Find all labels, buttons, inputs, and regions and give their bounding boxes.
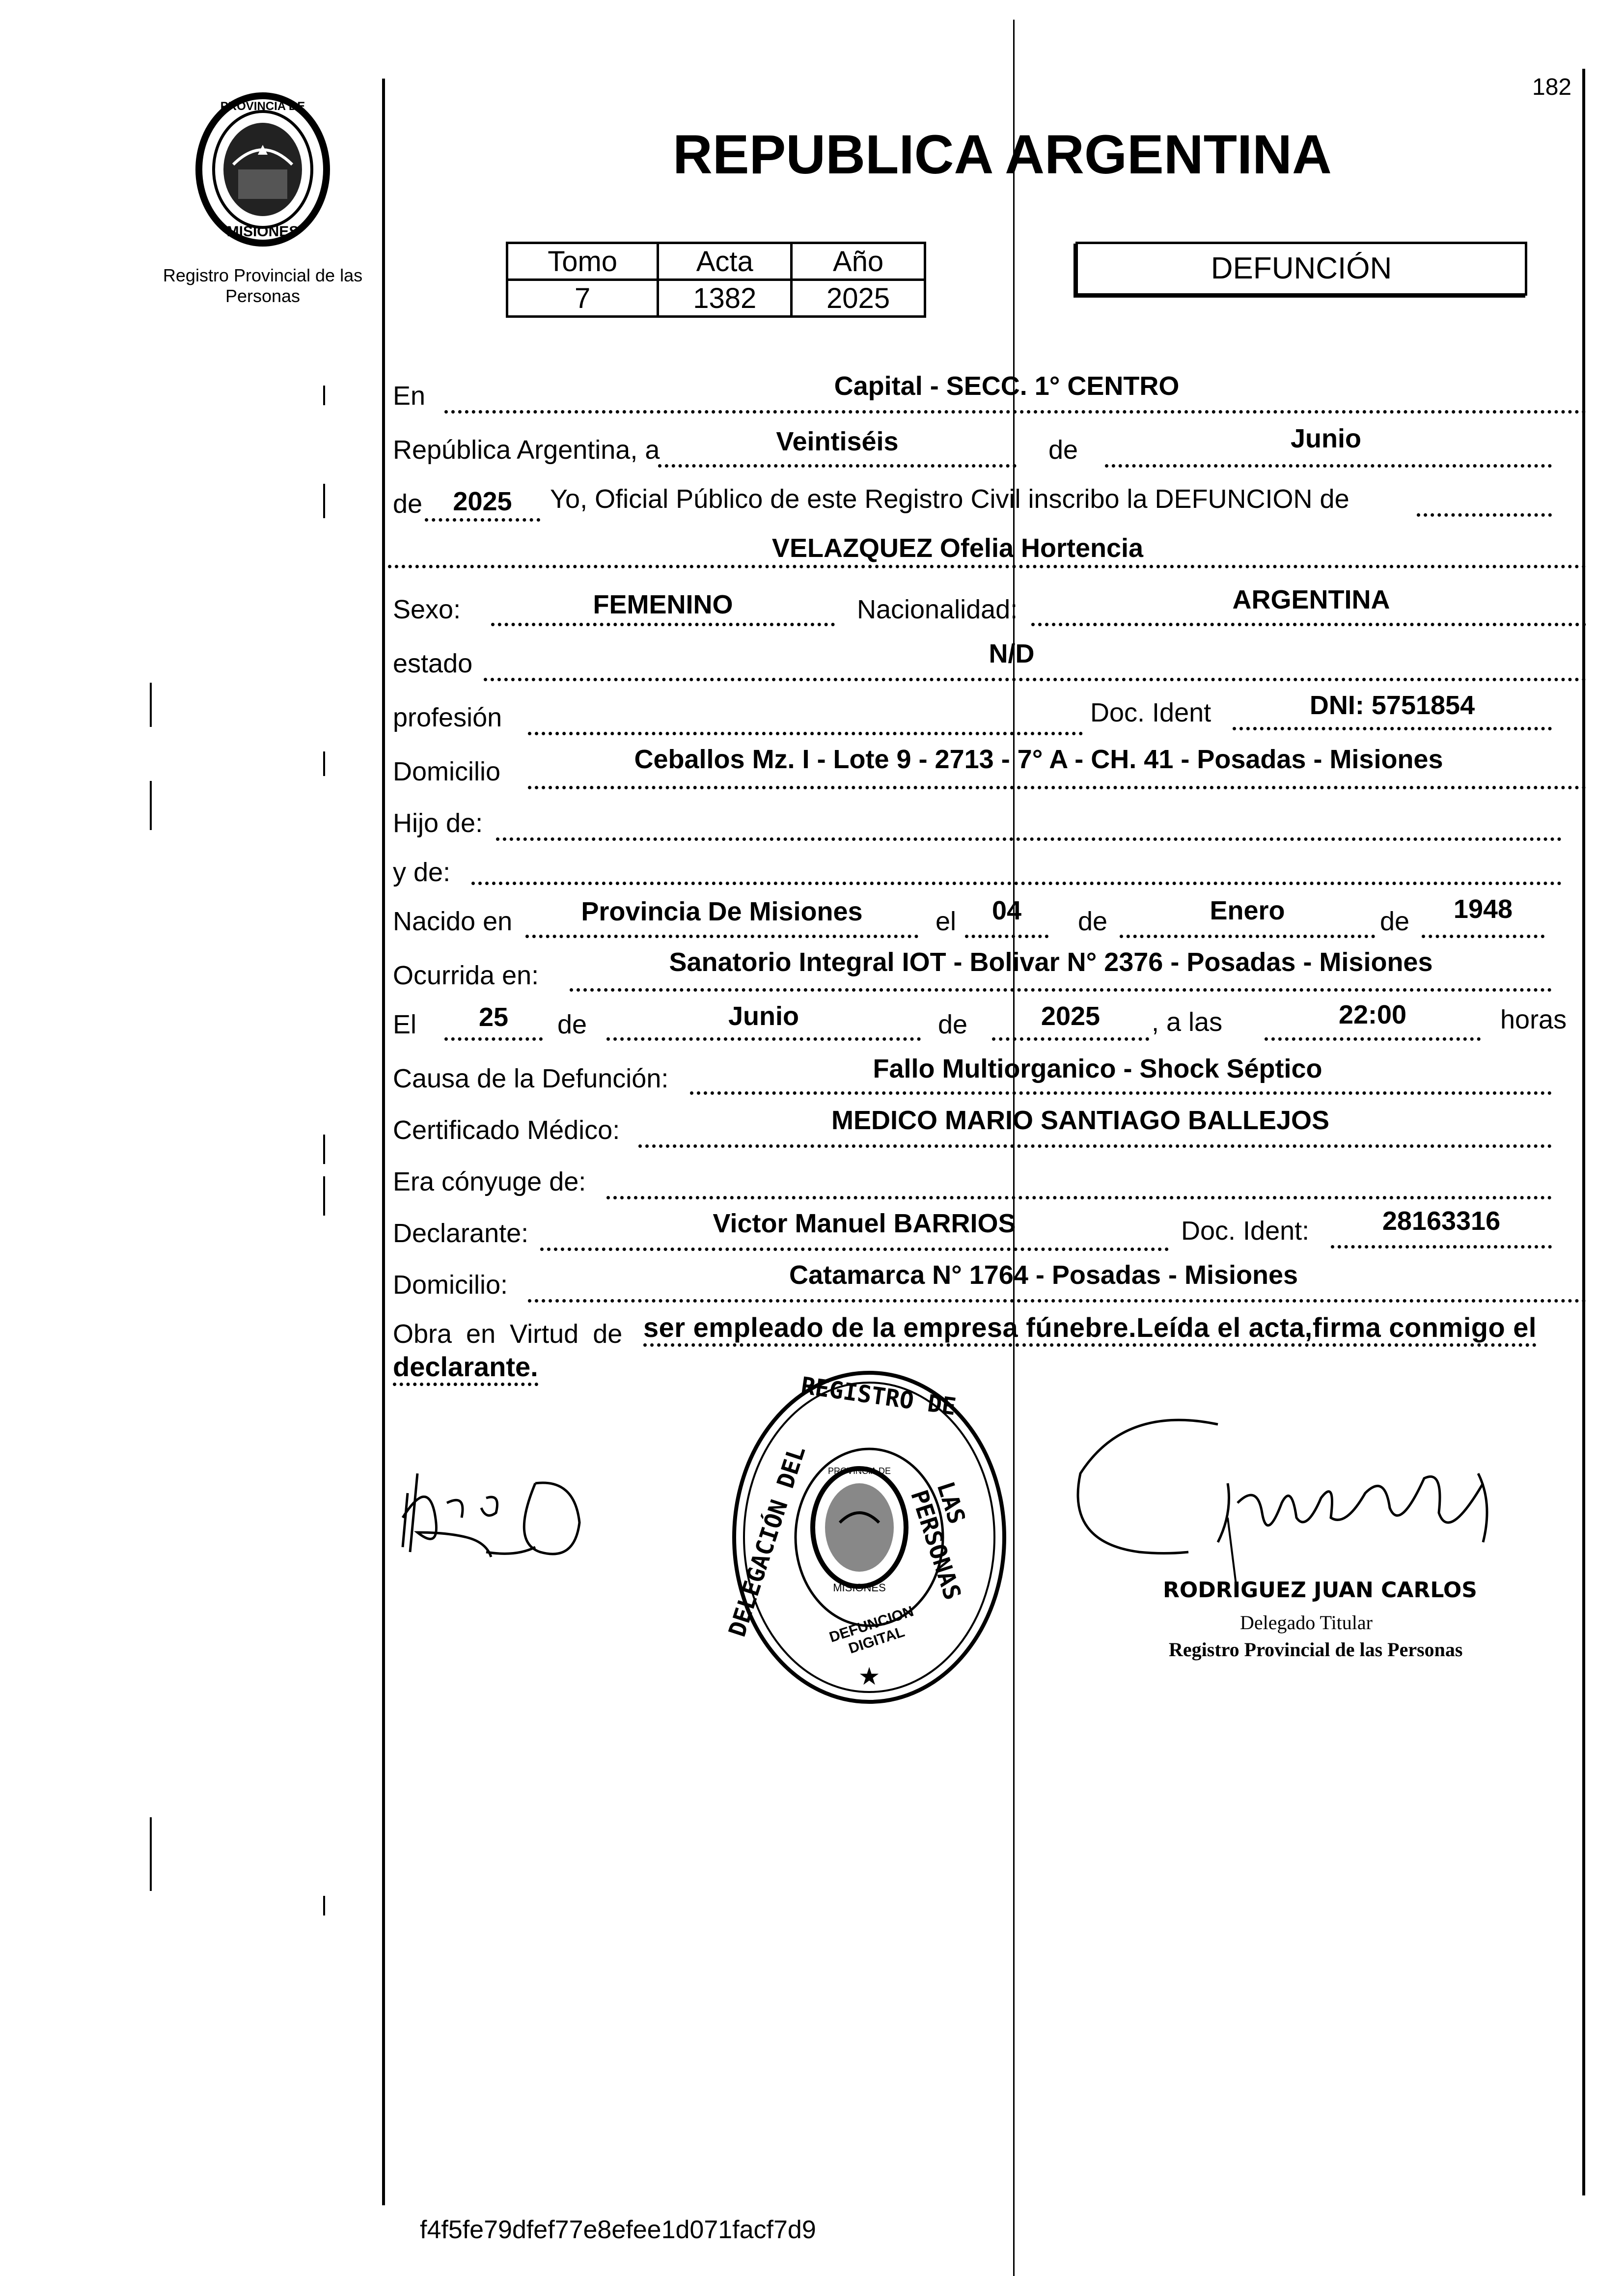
doc-ident2-line (1331, 1245, 1552, 1249)
obra-value-line2: declarante. (393, 1351, 538, 1386)
nacido-value: Provincia De Misiones (581, 897, 863, 926)
margin-mark (323, 386, 325, 405)
month-value: Junio (1291, 424, 1361, 453)
declarante-label: Declarante: (393, 1219, 529, 1248)
birth-year: 1948 (1453, 894, 1513, 924)
domicilio-label: Domicilio (393, 757, 501, 786)
ocurrida-label: Ocurrida en: (393, 961, 539, 990)
center-fold-line (1013, 20, 1015, 2276)
seal-ring-left: DELEGACIÓN DEL (723, 1442, 811, 1640)
nacido-label: Nacido en (393, 907, 513, 936)
de-label-2: de (393, 489, 423, 519)
causa-line (690, 1091, 1552, 1095)
right-frame-line (1582, 69, 1585, 2195)
seal-emblem-bottom: MISIONES (833, 1582, 886, 1594)
day-value: Veintiséis (776, 427, 899, 456)
birth-day-line (965, 935, 1048, 938)
certificado-label: Certificado Médico: (393, 1115, 620, 1145)
death-day-line (444, 1037, 543, 1041)
de-label-3: de (1078, 907, 1108, 936)
declarante-line (540, 1248, 1169, 1251)
margin-mark (150, 683, 152, 727)
death-month: Junio (728, 1001, 799, 1031)
certificado-line (638, 1144, 1552, 1148)
record-header-tomo: Tomo (507, 243, 658, 280)
official-name: RODRIGUEZ JUAN CARLOS (1163, 1578, 1477, 1603)
yo-line (1417, 513, 1552, 517)
margin-mark (323, 1135, 325, 1164)
sexo-label: Sexo: (393, 595, 461, 624)
left-frame-line (382, 79, 385, 2205)
ocurrida-line (570, 988, 1552, 992)
record-value-acta: 1382 (658, 280, 792, 317)
de-label-5: de (557, 1010, 587, 1039)
footer-hash: f4f5fe79dfef77e8efee1d071facf7d9 (420, 2216, 816, 2244)
record-type-box (1075, 242, 1527, 296)
birth-month: Enero (1210, 896, 1285, 925)
sexo-value: FEMENINO (593, 590, 733, 619)
seal-emblem-ring: PROVINCIA DE (827, 1466, 891, 1476)
deceased-name: VELAZQUEZ Ofelia Hortencia (771, 533, 1144, 563)
nacido-line (525, 935, 918, 938)
record-header-anio: Año (792, 243, 925, 280)
doc-ident-label: Doc. Ident (1090, 698, 1211, 727)
record-value-anio: 2025 (792, 280, 925, 317)
profesion-line (528, 732, 1083, 735)
record-value-tomo: 7 (507, 280, 658, 317)
emblem-caption: Registro Provincial de las Personas (163, 265, 363, 306)
domicilio-line (528, 786, 1586, 789)
hijo-line (496, 837, 1562, 841)
nacionalidad-line (1031, 623, 1586, 626)
birth-year-line (1422, 935, 1544, 938)
death-month-line (606, 1037, 921, 1041)
margin-mark (323, 484, 325, 518)
doc-ident-line (1233, 727, 1552, 730)
profesion-label: profesión (393, 703, 502, 732)
el-label: el (936, 907, 957, 936)
declarante-value: Victor Manuel BARRIOS (713, 1209, 1016, 1238)
en-label: En (393, 381, 426, 411)
death-year-line (992, 1037, 1149, 1041)
registry-seal (723, 1360, 1012, 1704)
record-header-acta: Acta (658, 243, 792, 280)
death-time-line (1265, 1037, 1481, 1041)
domicilio-value: Ceballos Mz. I - Lote 9 - 2713 - 7° A - CH. 41 - Posadas - Misiones (634, 745, 1443, 774)
conyuge-label: Era cónyuge de: (393, 1167, 586, 1196)
provincial-emblem (189, 91, 336, 248)
en-value: Capital - SECC. 1° CENTRO (834, 371, 1180, 401)
ocurrida-value: Sanatorio Integral IOT - Bolivar N° 2376 - Posadas - Misiones (669, 947, 1433, 977)
certificado-value: MEDICO MARIO SANTIAGO BALLEJOS (831, 1106, 1330, 1135)
record-table (506, 242, 926, 318)
birth-month-line (1120, 935, 1375, 938)
estado-line (484, 678, 1586, 681)
domicilio2-line (528, 1299, 1586, 1303)
de-label-4: de (1380, 907, 1410, 936)
causa-label: Causa de la Defunción: (393, 1064, 669, 1093)
birth-day: 04 (991, 896, 1022, 925)
domicilio2-value: Catamarca N° 1764 - Posadas - Misiones (789, 1260, 1298, 1290)
official-office: Registro Provincial de las Personas (1169, 1638, 1463, 1661)
nacionalidad-value: ARGENTINA (1232, 585, 1390, 614)
death-day: 25 (478, 1002, 509, 1032)
yde-label: y de: (393, 858, 451, 887)
emblem-ring-top: PROVINCIA DE (220, 100, 305, 113)
alas-label: , a las (1152, 1007, 1223, 1037)
svg-text:★: ★ (858, 1662, 881, 1691)
emblem-ring-bottom: MISIONES (226, 223, 299, 240)
doc-ident2-label: Doc. Ident: (1181, 1216, 1310, 1246)
margin-mark (150, 1817, 152, 1891)
causa-value: Fallo Multiorganico - Shock Séptico (873, 1054, 1322, 1083)
domicilio2-label: Domicilio: (393, 1270, 508, 1300)
el-label-2: El (393, 1010, 417, 1039)
doc-ident2-value: 28163316 (1382, 1206, 1501, 1236)
death-time: 22:00 (1338, 1000, 1407, 1029)
en-line (444, 410, 1586, 414)
margin-mark (323, 1176, 325, 1216)
sexo-line-2 (491, 623, 835, 626)
margin-mark (323, 751, 325, 776)
year-line (425, 518, 540, 522)
declarant-signature (388, 1434, 604, 1582)
yo-text: Yo, Oficial Público de este Registro Civil inscribo la DEFUNCION de (550, 484, 1349, 514)
republica-label: República Argentina, a (393, 435, 660, 465)
hijo-label: Hijo de: (393, 808, 483, 838)
name-line (388, 565, 1586, 568)
official-role: Delegado Titular (1240, 1611, 1373, 1634)
horas-label: horas (1500, 1005, 1567, 1034)
record-type-label: DEFUNCIÓN (1211, 251, 1392, 285)
yde-line (471, 882, 1562, 885)
de-label-1: de (1048, 435, 1078, 465)
doc-ident-value: DNI: 5751854 (1309, 691, 1475, 720)
seal-inner-text: DEFUNCION DIGITAL (827, 1603, 916, 1657)
nacionalidad-label: Nacionalidad: (857, 595, 1018, 624)
obra-value-line1: ser empleado de la empresa fúnebre.Leída el acta,firma conmigo el (643, 1311, 1537, 1347)
declarant-signature-icon (388, 1434, 604, 1582)
obra-label: Obra en Virtud de (393, 1319, 623, 1349)
de-label-6: de (938, 1010, 968, 1039)
year-value: 2025 (453, 487, 512, 516)
seal-ring-top: REGISTRO DE (799, 1372, 958, 1421)
death-year: 2025 (1041, 1001, 1101, 1031)
margin-mark (323, 1896, 325, 1915)
margin-mark (150, 781, 152, 830)
seal-ring-right: LAS PERSONAS (905, 1478, 971, 1604)
estado-value: N/D (989, 639, 1035, 668)
conyuge-line (606, 1196, 1552, 1199)
day-line (658, 464, 1017, 468)
page-number: 182 (1532, 74, 1572, 100)
page-title: REPUBLICA ARGENTINA (673, 124, 1332, 185)
month-line (1105, 464, 1552, 468)
estado-label: estado (393, 649, 473, 678)
